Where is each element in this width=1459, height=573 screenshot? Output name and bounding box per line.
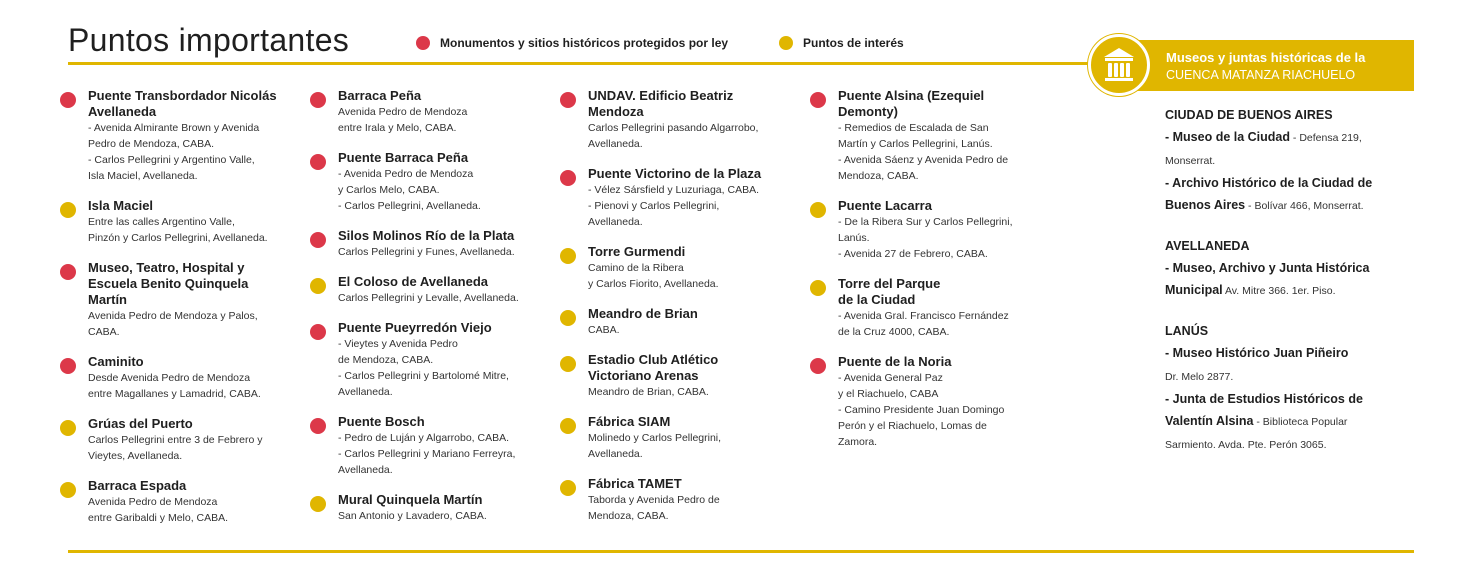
poi-item — [560, 244, 800, 292]
museum-item — [1165, 126, 1425, 172]
poi-name: El Coloso de Avellaneda — [338, 274, 489, 289]
banner-title: Museos y juntas históricas de la — [1166, 50, 1366, 65]
poi-name: Torre Gurmendi — [588, 244, 686, 259]
red-dot-icon — [810, 92, 826, 108]
museum-name: - Museo, Archivo y Junta Histórica Municipal — [1165, 261, 1370, 297]
poi-item — [810, 276, 1050, 340]
red-dot-icon — [310, 418, 326, 434]
red-dot-icon — [560, 170, 576, 186]
museum-name: - Archivo Histórico de la Ciudad de Buenos Aires — [1165, 176, 1373, 212]
poi-address: - Pedro de Luján y Algarrobo, CABA. - Carlos Pellegrini y Mariano Ferreyra, Avellaneda. — [338, 432, 516, 476]
poi-name: UNDAV. Edificio Beatriz Mendoza — [588, 88, 734, 119]
poi-address: San Antonio y Lavadero, CABA. — [338, 510, 487, 522]
poi-name: Mural Quinquela Martín — [338, 492, 483, 507]
museum-region-title: CIUDAD DE BUENOS AIRES — [1165, 108, 1333, 122]
page-title: Puntos importantes — [68, 22, 350, 58]
poi-item — [60, 88, 300, 184]
museum-name: - Museo de la Ciudad — [1165, 130, 1291, 144]
poi-item — [560, 414, 800, 462]
yellow-dot-icon — [560, 356, 576, 372]
poi-name: Puente Bosch — [338, 414, 425, 429]
museum-address: Av. Mitre 366. 1er. Piso. — [1222, 285, 1336, 297]
poi-name: Puente de la Noria — [838, 354, 952, 369]
poi-address: - Avenida General Paz y el Riachuelo, CABA - Camino Presidente Juan Domingo Perón y el Riachuelo, Lomas de Zamora. — [838, 372, 1005, 448]
yellow-dot-icon — [60, 420, 76, 436]
museums-banner — [1108, 40, 1414, 91]
museum-region-group — [1165, 324, 1425, 456]
poi-name: Puente Alsina (Ezequiel Demonty) — [838, 88, 985, 119]
poi-item — [560, 88, 800, 152]
museum-item — [1165, 342, 1425, 388]
museum-region-group — [1165, 239, 1425, 302]
poi-item — [310, 228, 550, 260]
poi-address: Avenida Pedro de Mendoza entre Irala y Melo, CABA. — [338, 106, 468, 134]
poi-item — [560, 166, 800, 230]
yellow-dot-icon — [310, 278, 326, 294]
museum-address: - Bolívar 466, Monserrat. — [1245, 200, 1364, 212]
museum-region-group — [1165, 108, 1425, 217]
poi-address: - Vieytes y Avenida Pedro de Mendoza, CABA. - Carlos Pellegrini y Bartolomé Mitre, Avellaneda. — [338, 338, 509, 398]
poi-address: Taborda y Avenida Pedro de Mendoza, CABA. — [588, 494, 720, 522]
poi-address: Entre las calles Argentino Valle, Pinzón y Carlos Pellegrini, Avellaneda. — [88, 216, 268, 244]
legend-protected-monuments — [416, 36, 728, 50]
poi-item — [60, 260, 300, 340]
poi-address: CABA. — [588, 324, 620, 336]
red-dot-icon — [310, 324, 326, 340]
red-dot-icon — [60, 358, 76, 374]
museums-list — [1165, 108, 1425, 478]
museum-name: - Junta de Estudios Históricos de Valentín Alsina — [1165, 392, 1363, 428]
poi-item — [60, 198, 300, 246]
poi-name: Torre del Parque de la Ciudad — [838, 276, 941, 307]
poi-column-4 — [810, 88, 1050, 464]
poi-address: Molinedo y Carlos Pellegrini, Avellaneda. — [588, 432, 722, 460]
poi-name: Puente Barraca Peña — [338, 150, 469, 165]
poi-item — [810, 198, 1050, 262]
poi-address: Camino de la Ribera y Carlos Fiorito, Avellaneda. — [588, 262, 719, 290]
museum-address: Dr. Melo 2877. — [1165, 371, 1234, 383]
red-dot-icon — [310, 232, 326, 248]
poi-address: - Avenida Almirante Brown y Avenida Pedro de Mendoza, CABA. - Carlos Pellegrini y Argentino Valle, Isla Maciel, Avellaneda. — [88, 122, 260, 182]
banner-subtitle: CUENCA MATANZA RIACHUELO — [1166, 68, 1356, 82]
poi-column-1 — [60, 88, 300, 540]
yellow-dot-icon — [310, 496, 326, 512]
poi-item — [60, 416, 300, 464]
poi-address: Carlos Pellegrini y Levalle, Avellaneda. — [338, 292, 519, 304]
poi-address: Carlos Pellegrini entre 3 de Febrero y Vieytes, Avellaneda. — [88, 434, 263, 462]
poi-item — [310, 88, 550, 136]
poi-item — [310, 274, 550, 306]
poi-item — [560, 352, 800, 400]
legend-points-of-interest — [779, 36, 904, 50]
poi-column-3 — [560, 88, 800, 538]
poi-address: Carlos Pellegrini y Funes, Avellaneda. — [338, 246, 515, 258]
poi-name: Puente Pueyrredón Viejo — [338, 320, 492, 335]
yellow-dot-icon — [60, 482, 76, 498]
poi-name: Barraca Peña — [338, 88, 422, 103]
yellow-dot-icon — [560, 310, 576, 326]
poi-item — [560, 476, 800, 524]
museum-item — [1165, 388, 1425, 456]
poi-name: Estadio Club Atlético Victoriano Arenas — [588, 352, 719, 383]
poi-address: - Avenida Gral. Francisco Fernández de la Cruz 4000, CABA. — [838, 310, 1009, 338]
poi-name: Fábrica TAMET — [588, 476, 682, 491]
poi-item — [60, 354, 300, 402]
museum-name: - Museo Histórico Juan Piñeiro — [1165, 346, 1349, 360]
poi-address: Avenida Pedro de Mendoza entre Garibaldi y Melo, CABA. — [88, 496, 229, 524]
poi-address: - De la Ribera Sur y Carlos Pellegrini, Lanús. - Avenida 27 de Febrero, CABA. — [838, 216, 1013, 260]
poi-item — [560, 306, 800, 338]
poi-name: Puente Transbordador Nicolás Avellaneda — [88, 88, 277, 119]
yellow-dot-icon — [560, 418, 576, 434]
legend-label: Monumentos y sitios históricos protegidos por ley — [440, 36, 729, 50]
poi-item — [310, 492, 550, 524]
poi-address: Meandro de Brian, CABA. — [588, 386, 709, 398]
yellow-dot-icon — [560, 480, 576, 496]
museum-region-title: AVELLANEDA — [1165, 239, 1250, 253]
red-dot-icon — [810, 358, 826, 374]
legend-label: Puntos de interés — [803, 36, 904, 50]
museum-item — [1165, 257, 1425, 302]
top-divider — [68, 62, 1113, 65]
red-dot-icon — [416, 36, 430, 50]
yellow-dot-icon — [810, 202, 826, 218]
bottom-divider — [68, 550, 1414, 553]
museum-item — [1165, 172, 1425, 217]
red-dot-icon — [560, 92, 576, 108]
poi-address: - Vélez Sársfield y Luzuriaga, CABA. - Pienovi y Carlos Pellegrini, Avellaneda. — [588, 184, 759, 228]
yellow-dot-icon — [810, 280, 826, 296]
poi-address: Desde Avenida Pedro de Mendoza entre Magallanes y Lamadrid, CABA. — [88, 372, 261, 400]
museum-address: - Defensa 219, Monserrat. — [1165, 132, 1362, 167]
poi-name: Meandro de Brian — [588, 306, 698, 321]
poi-name: Puente Lacarra — [838, 198, 932, 213]
poi-item — [60, 478, 300, 526]
museum-building-icon — [1088, 34, 1150, 96]
poi-name: Silos Molinos Río de la Plata — [338, 228, 515, 243]
yellow-dot-icon — [779, 36, 793, 50]
poi-item — [810, 88, 1050, 184]
red-dot-icon — [60, 92, 76, 108]
red-dot-icon — [310, 154, 326, 170]
poi-item — [810, 354, 1050, 450]
poi-name: Isla Maciel — [88, 198, 154, 213]
poi-column-2 — [310, 88, 550, 538]
poi-name: Puente Victorino de la Plaza — [588, 166, 762, 181]
poi-address: - Remedios de Escalada de San Martín y Carlos Pellegrini, Lanús. - Avenida Sáenz y Avenida Pedro de Mendoza, CABA. — [838, 122, 1009, 182]
poi-address: Carlos Pellegrini pasando Algarrobo, Avellaneda. — [588, 122, 759, 150]
yellow-dot-icon — [60, 202, 76, 218]
museum-region-title: LANÚS — [1165, 324, 1209, 338]
poi-item — [310, 320, 550, 400]
poi-name: Grúas del Puerto — [88, 416, 193, 431]
yellow-dot-icon — [560, 248, 576, 264]
red-dot-icon — [60, 264, 76, 280]
poi-name: Caminito — [88, 354, 144, 369]
poi-name: Fábrica SIAM — [588, 414, 671, 429]
poi-name: Barraca Espada — [88, 478, 187, 493]
museum-address: - Biblioteca Popular Sarmiento. Avda. Pte. Perón 3065. — [1165, 416, 1348, 451]
poi-name: Museo, Teatro, Hospital y Escuela Benito Quinquela Martín — [88, 260, 249, 307]
red-dot-icon — [310, 92, 326, 108]
poi-item — [310, 150, 550, 214]
poi-address: Avenida Pedro de Mendoza y Palos, CABA. — [88, 310, 258, 338]
poi-address: - Avenida Pedro de Mendoza y Carlos Melo, CABA. - Carlos Pellegrini, Avellaneda. — [338, 168, 481, 212]
poi-item — [310, 414, 550, 478]
